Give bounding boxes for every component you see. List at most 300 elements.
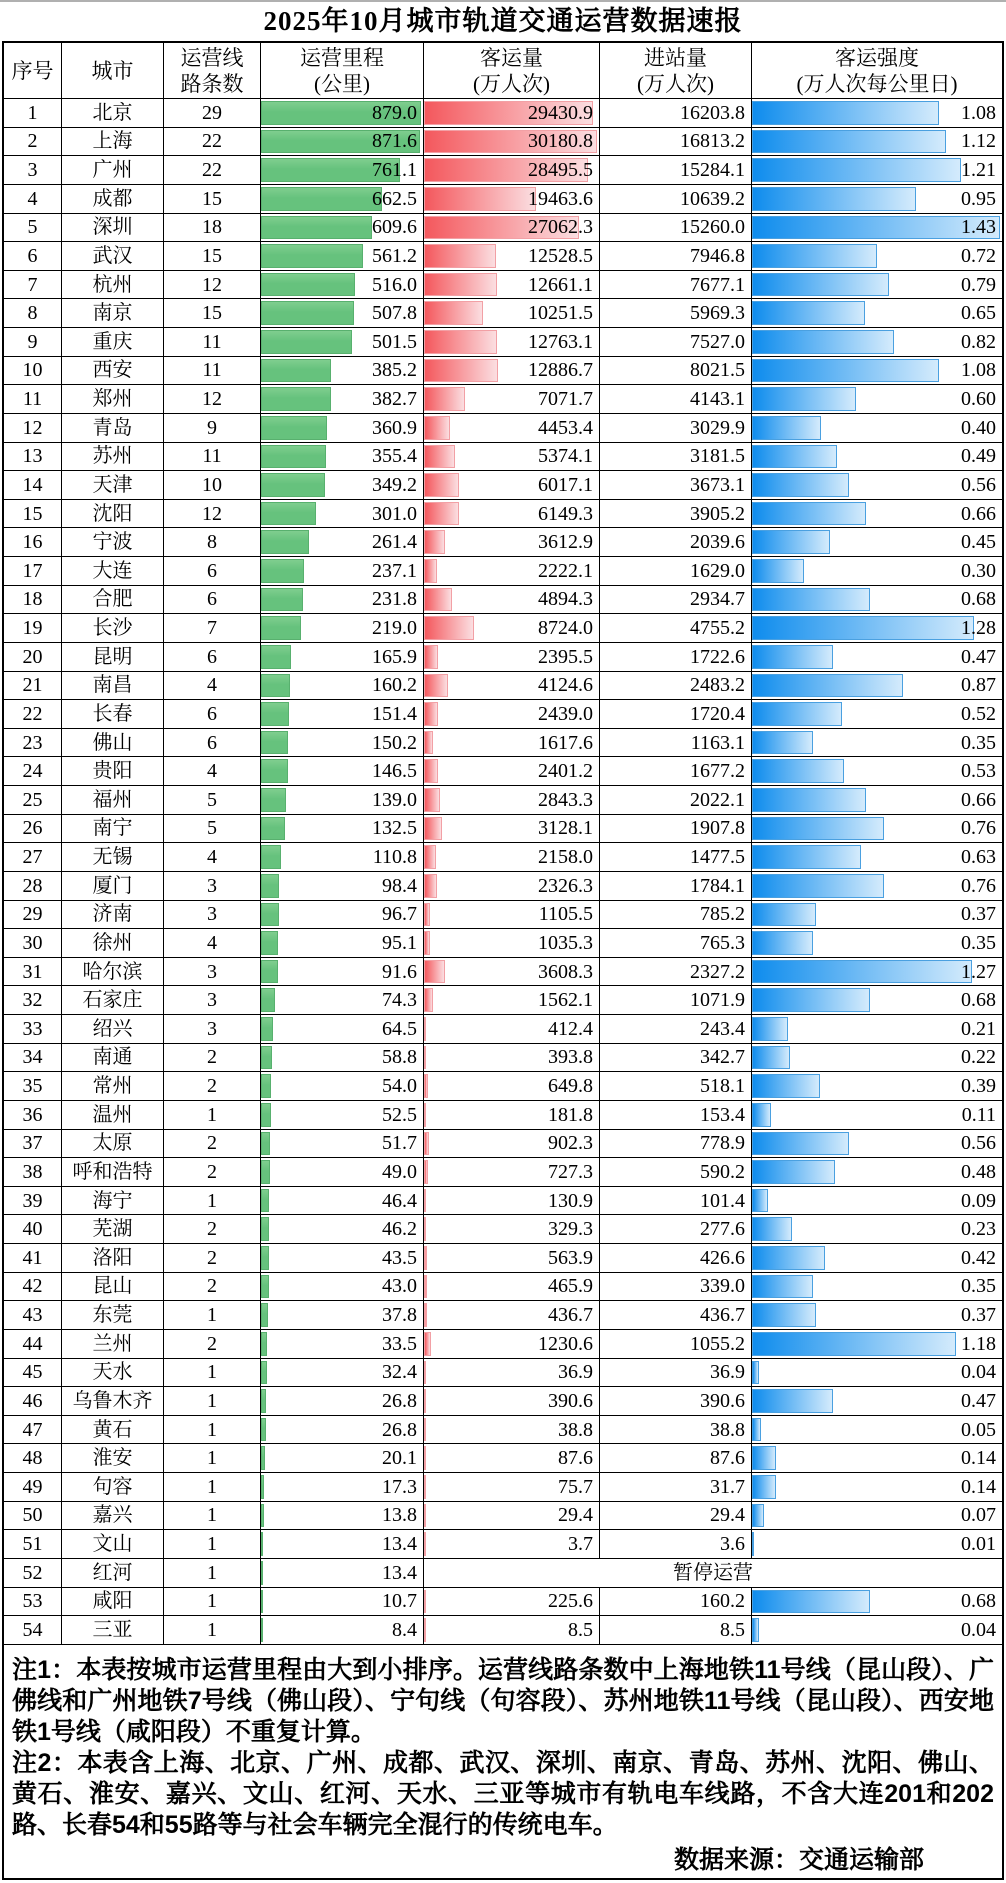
row-city: 石家庄 — [62, 986, 164, 1014]
volume-cell-value: 225.6 — [548, 1590, 593, 1613]
intensity-cell-value: 0.56 — [961, 473, 996, 496]
mileage-cell-bar — [261, 1189, 269, 1213]
mileage-cell — [261, 414, 424, 442]
row-lines: 1 — [164, 1359, 261, 1387]
entries-cell: 277.6 — [600, 1215, 752, 1243]
volume-cell — [424, 1530, 600, 1558]
entries-cell: 590.2 — [600, 1158, 752, 1186]
row-city: 重庆 — [62, 328, 164, 356]
intensity-cell-value: 0.35 — [961, 731, 996, 754]
table-row — [4, 1444, 1002, 1473]
mileage-cell — [261, 1616, 424, 1644]
table-row — [4, 357, 1002, 386]
row-city: 济南 — [62, 901, 164, 929]
footnotes — [4, 1645, 1002, 1878]
volume-cell — [424, 1502, 600, 1530]
volume-cell — [424, 1244, 600, 1272]
intensity-cell-bar — [752, 244, 877, 268]
row-city: 咸阳 — [62, 1588, 164, 1616]
row-serial: 7 — [4, 271, 62, 299]
entries-cell: 10639.2 — [600, 185, 752, 213]
intensity-cell — [752, 99, 1002, 127]
volume-cell-bar — [424, 1046, 426, 1070]
row-lines: 3 — [164, 986, 261, 1014]
volume-cell-value: 3.7 — [568, 1533, 593, 1556]
row-city: 杭州 — [62, 271, 164, 299]
mileage-cell-bar — [261, 1389, 266, 1413]
volume-cell-value: 727.3 — [548, 1160, 593, 1183]
mileage-cell-bar — [261, 1275, 269, 1299]
row-city: 郑州 — [62, 385, 164, 413]
row-serial: 48 — [4, 1444, 62, 1472]
volume-cell-bar — [424, 788, 440, 812]
row-lines: 12 — [164, 271, 261, 299]
mileage-cell-bar — [261, 502, 316, 526]
mileage-cell-bar — [261, 616, 301, 640]
volume-cell-bar — [424, 1246, 427, 1270]
table-row — [4, 1473, 1002, 1502]
row-serial: 15 — [4, 500, 62, 528]
intensity-cell-bar — [752, 1303, 816, 1327]
row-city: 广州 — [62, 156, 164, 184]
volume-cell — [424, 986, 600, 1014]
intensity-cell — [752, 1187, 1002, 1215]
volume-cell-value: 563.9 — [548, 1246, 593, 1269]
table-row — [4, 786, 1002, 815]
mileage-cell-bar — [261, 445, 326, 469]
mileage-cell — [261, 1387, 424, 1415]
entries-cell: 1071.9 — [600, 986, 752, 1014]
intensity-cell-value: 0.87 — [961, 674, 996, 697]
mileage-cell-value: 871.6 — [372, 130, 417, 153]
intensity-cell — [752, 214, 1002, 242]
mileage-cell-bar — [261, 588, 303, 612]
row-serial: 12 — [4, 414, 62, 442]
entries-cell: 1163.1 — [600, 729, 752, 757]
intensity-cell — [752, 156, 1002, 184]
table-row — [4, 1588, 1002, 1617]
table-row — [4, 586, 1002, 615]
table-row — [4, 128, 1002, 157]
volume-cell-bar — [424, 960, 445, 984]
table-row — [4, 1530, 1002, 1559]
mileage-cell — [261, 1416, 424, 1444]
mileage-cell-bar — [261, 1361, 267, 1385]
table-row — [4, 643, 1002, 672]
intensity-cell — [752, 1215, 1002, 1243]
intensity-cell — [752, 299, 1002, 327]
row-lines: 10 — [164, 471, 261, 499]
volume-cell — [424, 1616, 600, 1644]
volume-cell — [424, 1588, 600, 1616]
volume-cell-bar — [424, 1132, 429, 1156]
volume-cell-value: 12886.7 — [528, 359, 593, 382]
mileage-cell — [261, 1530, 424, 1558]
volume-cell — [424, 1044, 600, 1072]
entries-cell: 426.6 — [600, 1244, 752, 1272]
row-city: 淮安 — [62, 1444, 164, 1472]
volume-cell-value: 27062.3 — [528, 216, 593, 239]
volume-cell — [424, 672, 600, 700]
intensity-cell-bar — [752, 903, 816, 927]
intensity-cell-value: 0.47 — [961, 645, 996, 668]
entries-cell: 8.5 — [600, 1616, 752, 1644]
volume-cell-value: 12661.1 — [528, 273, 593, 296]
entries-cell: 3905.2 — [600, 500, 752, 528]
intensity-cell — [752, 1387, 1002, 1415]
mileage-cell — [261, 586, 424, 614]
volume-cell-value: 8.5 — [568, 1618, 593, 1641]
intensity-cell-value: 0.40 — [961, 416, 996, 439]
volume-cell-value: 2395.5 — [538, 645, 593, 668]
mileage-cell-value: 160.2 — [372, 674, 417, 697]
intensity-cell-value: 0.49 — [961, 445, 996, 468]
table-row — [4, 872, 1002, 901]
intensity-cell — [752, 614, 1002, 642]
volume-cell-bar — [424, 817, 442, 841]
intensity-cell-value: 1.27 — [961, 960, 996, 983]
entries-cell: 778.9 — [600, 1130, 752, 1158]
table-row — [4, 729, 1002, 758]
entries-cell: 3673.1 — [600, 471, 752, 499]
volume-cell-value: 3612.9 — [538, 531, 593, 554]
volume-cell-bar — [424, 559, 437, 583]
volume-cell — [424, 643, 600, 671]
entries-cell: 1629.0 — [600, 557, 752, 585]
intensity-cell — [752, 872, 1002, 900]
volume-cell — [424, 843, 600, 871]
row-city: 文山 — [62, 1530, 164, 1558]
row-lines: 2 — [164, 1273, 261, 1301]
mileage-cell — [261, 1502, 424, 1530]
mileage-cell-value: 46.4 — [382, 1189, 417, 1212]
mileage-cell — [261, 672, 424, 700]
volume-cell-value: 4124.6 — [538, 674, 593, 697]
volume-cell-value: 1562.1 — [538, 989, 593, 1012]
table-row — [4, 1187, 1002, 1216]
row-serial: 17 — [4, 557, 62, 585]
mileage-cell — [261, 156, 424, 184]
header-entries-line1: 进站量 — [644, 45, 707, 70]
mileage-cell-value: 261.4 — [372, 531, 417, 554]
row-city: 绍兴 — [62, 1015, 164, 1043]
volume-cell-bar — [424, 1361, 426, 1385]
volume-cell-value: 1617.6 — [538, 731, 593, 754]
intensity-cell-bar — [752, 1590, 870, 1614]
volume-cell-value: 75.7 — [558, 1475, 593, 1498]
row-lines: 2 — [164, 1244, 261, 1272]
volume-cell — [424, 242, 600, 270]
mileage-cell-bar — [261, 1103, 271, 1127]
mileage-cell — [261, 443, 424, 471]
volume-cell — [424, 1359, 600, 1387]
header-city — [62, 43, 164, 98]
intensity-cell-bar — [752, 1504, 764, 1528]
row-city: 贵阳 — [62, 757, 164, 785]
mileage-cell — [261, 271, 424, 299]
intensity-cell — [752, 986, 1002, 1014]
intensity-cell-bar — [752, 1132, 849, 1156]
row-city: 厦门 — [62, 872, 164, 900]
volume-cell — [424, 471, 600, 499]
row-serial: 52 — [4, 1559, 62, 1587]
row-lines: 22 — [164, 128, 261, 156]
row-serial: 11 — [4, 385, 62, 413]
volume-cell-value: 1230.6 — [538, 1332, 593, 1355]
row-city: 大连 — [62, 557, 164, 585]
mileage-cell — [261, 700, 424, 728]
volume-cell-value: 29430.9 — [528, 101, 593, 124]
intensity-cell — [752, 1330, 1002, 1358]
table-row — [4, 1273, 1002, 1302]
mileage-cell-value: 146.5 — [372, 760, 417, 783]
header-lines-line2: 路条数 — [180, 71, 244, 96]
intensity-cell-value: 0.30 — [961, 559, 996, 582]
intensity-cell-bar — [752, 1074, 820, 1098]
volume-cell — [424, 1273, 600, 1301]
volume-cell-bar — [424, 1475, 426, 1499]
mileage-cell-value: 879.0 — [372, 101, 417, 124]
row-serial: 43 — [4, 1301, 62, 1329]
mileage-cell-bar — [261, 903, 279, 927]
mileage-cell — [261, 385, 424, 413]
entries-cell: 101.4 — [600, 1187, 752, 1215]
entries-cell: 2934.7 — [600, 586, 752, 614]
intensity-cell-bar — [752, 473, 849, 497]
volume-cell — [424, 1158, 600, 1186]
row-city: 嘉兴 — [62, 1502, 164, 1530]
intensity-cell — [752, 1158, 1002, 1186]
row-lines: 1 — [164, 1444, 261, 1472]
row-serial: 26 — [4, 815, 62, 843]
mileage-cell-bar — [261, 1046, 272, 1070]
mileage-cell-bar — [261, 1504, 264, 1528]
row-lines: 18 — [164, 214, 261, 242]
mileage-cell-bar — [261, 244, 363, 268]
mileage-cell-bar — [261, 1475, 264, 1499]
entries-cell: 1055.2 — [600, 1330, 752, 1358]
intensity-cell — [752, 242, 1002, 270]
intensity-cell-bar — [752, 1275, 813, 1299]
row-lines: 4 — [164, 929, 261, 957]
mileage-cell-value: 20.1 — [382, 1447, 417, 1470]
mileage-cell-value: 43.0 — [382, 1275, 417, 1298]
table-row — [4, 1416, 1002, 1445]
row-serial: 22 — [4, 700, 62, 728]
table-row — [4, 414, 1002, 443]
volume-cell-bar — [424, 1160, 428, 1184]
intensity-cell-value: 0.56 — [961, 1132, 996, 1155]
intensity-cell-bar — [752, 1103, 771, 1127]
mileage-cell-bar — [261, 1132, 270, 1156]
volume-cell — [424, 958, 600, 986]
row-city: 苏州 — [62, 443, 164, 471]
row-lines: 6 — [164, 557, 261, 585]
mileage-cell-value: 355.4 — [372, 445, 417, 468]
mileage-cell-value: 132.5 — [372, 817, 417, 840]
entries-cell: 436.7 — [600, 1301, 752, 1329]
intensity-cell — [752, 729, 1002, 757]
row-city: 长沙 — [62, 614, 164, 642]
volume-cell-bar — [424, 1275, 427, 1299]
volume-cell-bar — [424, 1074, 428, 1098]
row-city: 南通 — [62, 1044, 164, 1072]
row-serial: 25 — [4, 786, 62, 814]
table-row — [4, 557, 1002, 586]
header-volume — [424, 43, 600, 98]
entries-cell: 2039.6 — [600, 528, 752, 556]
row-serial: 42 — [4, 1273, 62, 1301]
volume-cell — [424, 700, 600, 728]
row-city: 合肥 — [62, 586, 164, 614]
mileage-cell-bar — [261, 330, 352, 354]
volume-cell-bar — [424, 1618, 426, 1642]
table-row — [4, 986, 1002, 1015]
intensity-cell-value: 0.14 — [961, 1447, 996, 1470]
entries-cell: 2483.2 — [600, 672, 752, 700]
mileage-cell — [261, 643, 424, 671]
volume-cell-bar — [424, 1532, 426, 1556]
volume-cell-bar — [424, 1217, 426, 1241]
entries-cell: 243.4 — [600, 1015, 752, 1043]
volume-cell-bar — [424, 1189, 426, 1213]
intensity-cell-bar — [752, 616, 974, 640]
table-row — [4, 958, 1002, 987]
row-city: 句容 — [62, 1473, 164, 1501]
row-city: 天津 — [62, 471, 164, 499]
row-lines: 6 — [164, 643, 261, 671]
row-city: 长春 — [62, 700, 164, 728]
mileage-cell-bar — [261, 416, 327, 440]
mileage-cell-value: 52.5 — [382, 1103, 417, 1126]
mileage-cell-value: 33.5 — [382, 1332, 417, 1355]
volume-cell-bar — [424, 1389, 426, 1413]
intensity-cell-bar — [752, 674, 903, 698]
row-lines: 1 — [164, 1530, 261, 1558]
intensity-cell-bar — [752, 1017, 788, 1041]
row-city: 无锡 — [62, 843, 164, 871]
volume-cell — [424, 271, 600, 299]
mileage-cell-bar — [261, 788, 286, 812]
mileage-cell-bar — [261, 1446, 265, 1470]
row-city: 武汉 — [62, 242, 164, 270]
row-lines: 5 — [164, 815, 261, 843]
mileage-cell — [261, 1473, 424, 1501]
row-serial: 28 — [4, 872, 62, 900]
intensity-cell-bar — [752, 530, 830, 554]
intensity-cell-bar — [752, 1389, 833, 1413]
volume-cell-bar — [424, 359, 498, 383]
intensity-cell — [752, 1072, 1002, 1100]
entries-cell: 38.8 — [600, 1416, 752, 1444]
volume-cell — [424, 786, 600, 814]
intensity-cell-value: 0.47 — [961, 1389, 996, 1412]
intensity-cell-bar — [752, 101, 939, 125]
volume-cell-value: 12528.5 — [528, 244, 593, 267]
volume-cell-bar — [424, 1446, 426, 1470]
mileage-cell — [261, 729, 424, 757]
volume-cell-bar — [424, 1590, 426, 1614]
row-lines: 2 — [164, 1215, 261, 1243]
row-serial: 10 — [4, 357, 62, 385]
intensity-cell-bar — [752, 645, 833, 669]
row-lines: 3 — [164, 872, 261, 900]
row-serial: 46 — [4, 1387, 62, 1415]
intensity-cell — [752, 1616, 1002, 1644]
mileage-cell — [261, 328, 424, 356]
volume-cell — [424, 586, 600, 614]
volume-cell-value: 12763.1 — [528, 330, 593, 353]
mileage-cell — [261, 1158, 424, 1186]
intensity-cell-value: 1.21 — [961, 159, 996, 182]
mileage-cell — [261, 128, 424, 156]
intensity-cell-bar — [752, 1246, 825, 1270]
mileage-cell-bar — [261, 473, 325, 497]
mileage-cell — [261, 901, 424, 929]
intensity-cell-bar — [752, 1475, 776, 1499]
mileage-cell-value: 95.1 — [382, 931, 417, 954]
mileage-cell-bar — [261, 1246, 269, 1270]
volume-cell — [424, 385, 600, 413]
volume-cell — [424, 1015, 600, 1043]
mileage-cell-bar — [261, 674, 290, 698]
volume-cell-bar — [424, 1303, 427, 1327]
volume-cell — [424, 1473, 600, 1501]
volume-cell-bar — [424, 731, 433, 755]
row-city: 佛山 — [62, 729, 164, 757]
volume-cell — [424, 815, 600, 843]
intensity-cell-value: 0.45 — [961, 531, 996, 554]
volume-cell-bar — [424, 702, 438, 726]
volume-cell — [424, 156, 600, 184]
intensity-cell-value: 1.18 — [961, 1332, 996, 1355]
mileage-cell-value: 46.2 — [382, 1218, 417, 1241]
volume-cell-bar — [424, 903, 430, 927]
mileage-cell — [261, 1101, 424, 1129]
intensity-cell — [752, 385, 1002, 413]
mileage-cell-value: 54.0 — [382, 1075, 417, 1098]
volume-cell — [424, 443, 600, 471]
table-row — [4, 185, 1002, 214]
table-row — [4, 815, 1002, 844]
volume-cell-value: 4894.3 — [538, 588, 593, 611]
row-serial: 36 — [4, 1101, 62, 1129]
mileage-cell-value: 382.7 — [372, 388, 417, 411]
intensity-cell-bar — [752, 1361, 759, 1385]
mileage-cell-value: 26.8 — [382, 1389, 417, 1412]
row-city: 太原 — [62, 1130, 164, 1158]
volume-cell-value: 28495.5 — [528, 159, 593, 182]
row-lines: 15 — [164, 242, 261, 270]
intensity-cell-bar — [752, 1418, 761, 1442]
intensity-cell-value: 0.60 — [961, 388, 996, 411]
row-serial: 18 — [4, 586, 62, 614]
entries-cell: 1907.8 — [600, 815, 752, 843]
mileage-cell — [261, 1130, 424, 1158]
volume-cell — [424, 414, 600, 442]
header-volume-line1: 客运量 — [480, 45, 543, 70]
entries-cell: 16813.2 — [600, 128, 752, 156]
intensity-cell-bar — [752, 960, 972, 984]
intensity-cell-bar — [752, 387, 856, 411]
volume-cell — [424, 757, 600, 785]
table-row — [4, 1502, 1002, 1531]
volume-cell-value: 10251.5 — [528, 302, 593, 325]
mileage-cell-bar — [261, 988, 275, 1012]
mileage-cell-value: 609.6 — [372, 216, 417, 239]
volume-cell-bar — [424, 473, 459, 497]
entries-cell: 1784.1 — [600, 872, 752, 900]
